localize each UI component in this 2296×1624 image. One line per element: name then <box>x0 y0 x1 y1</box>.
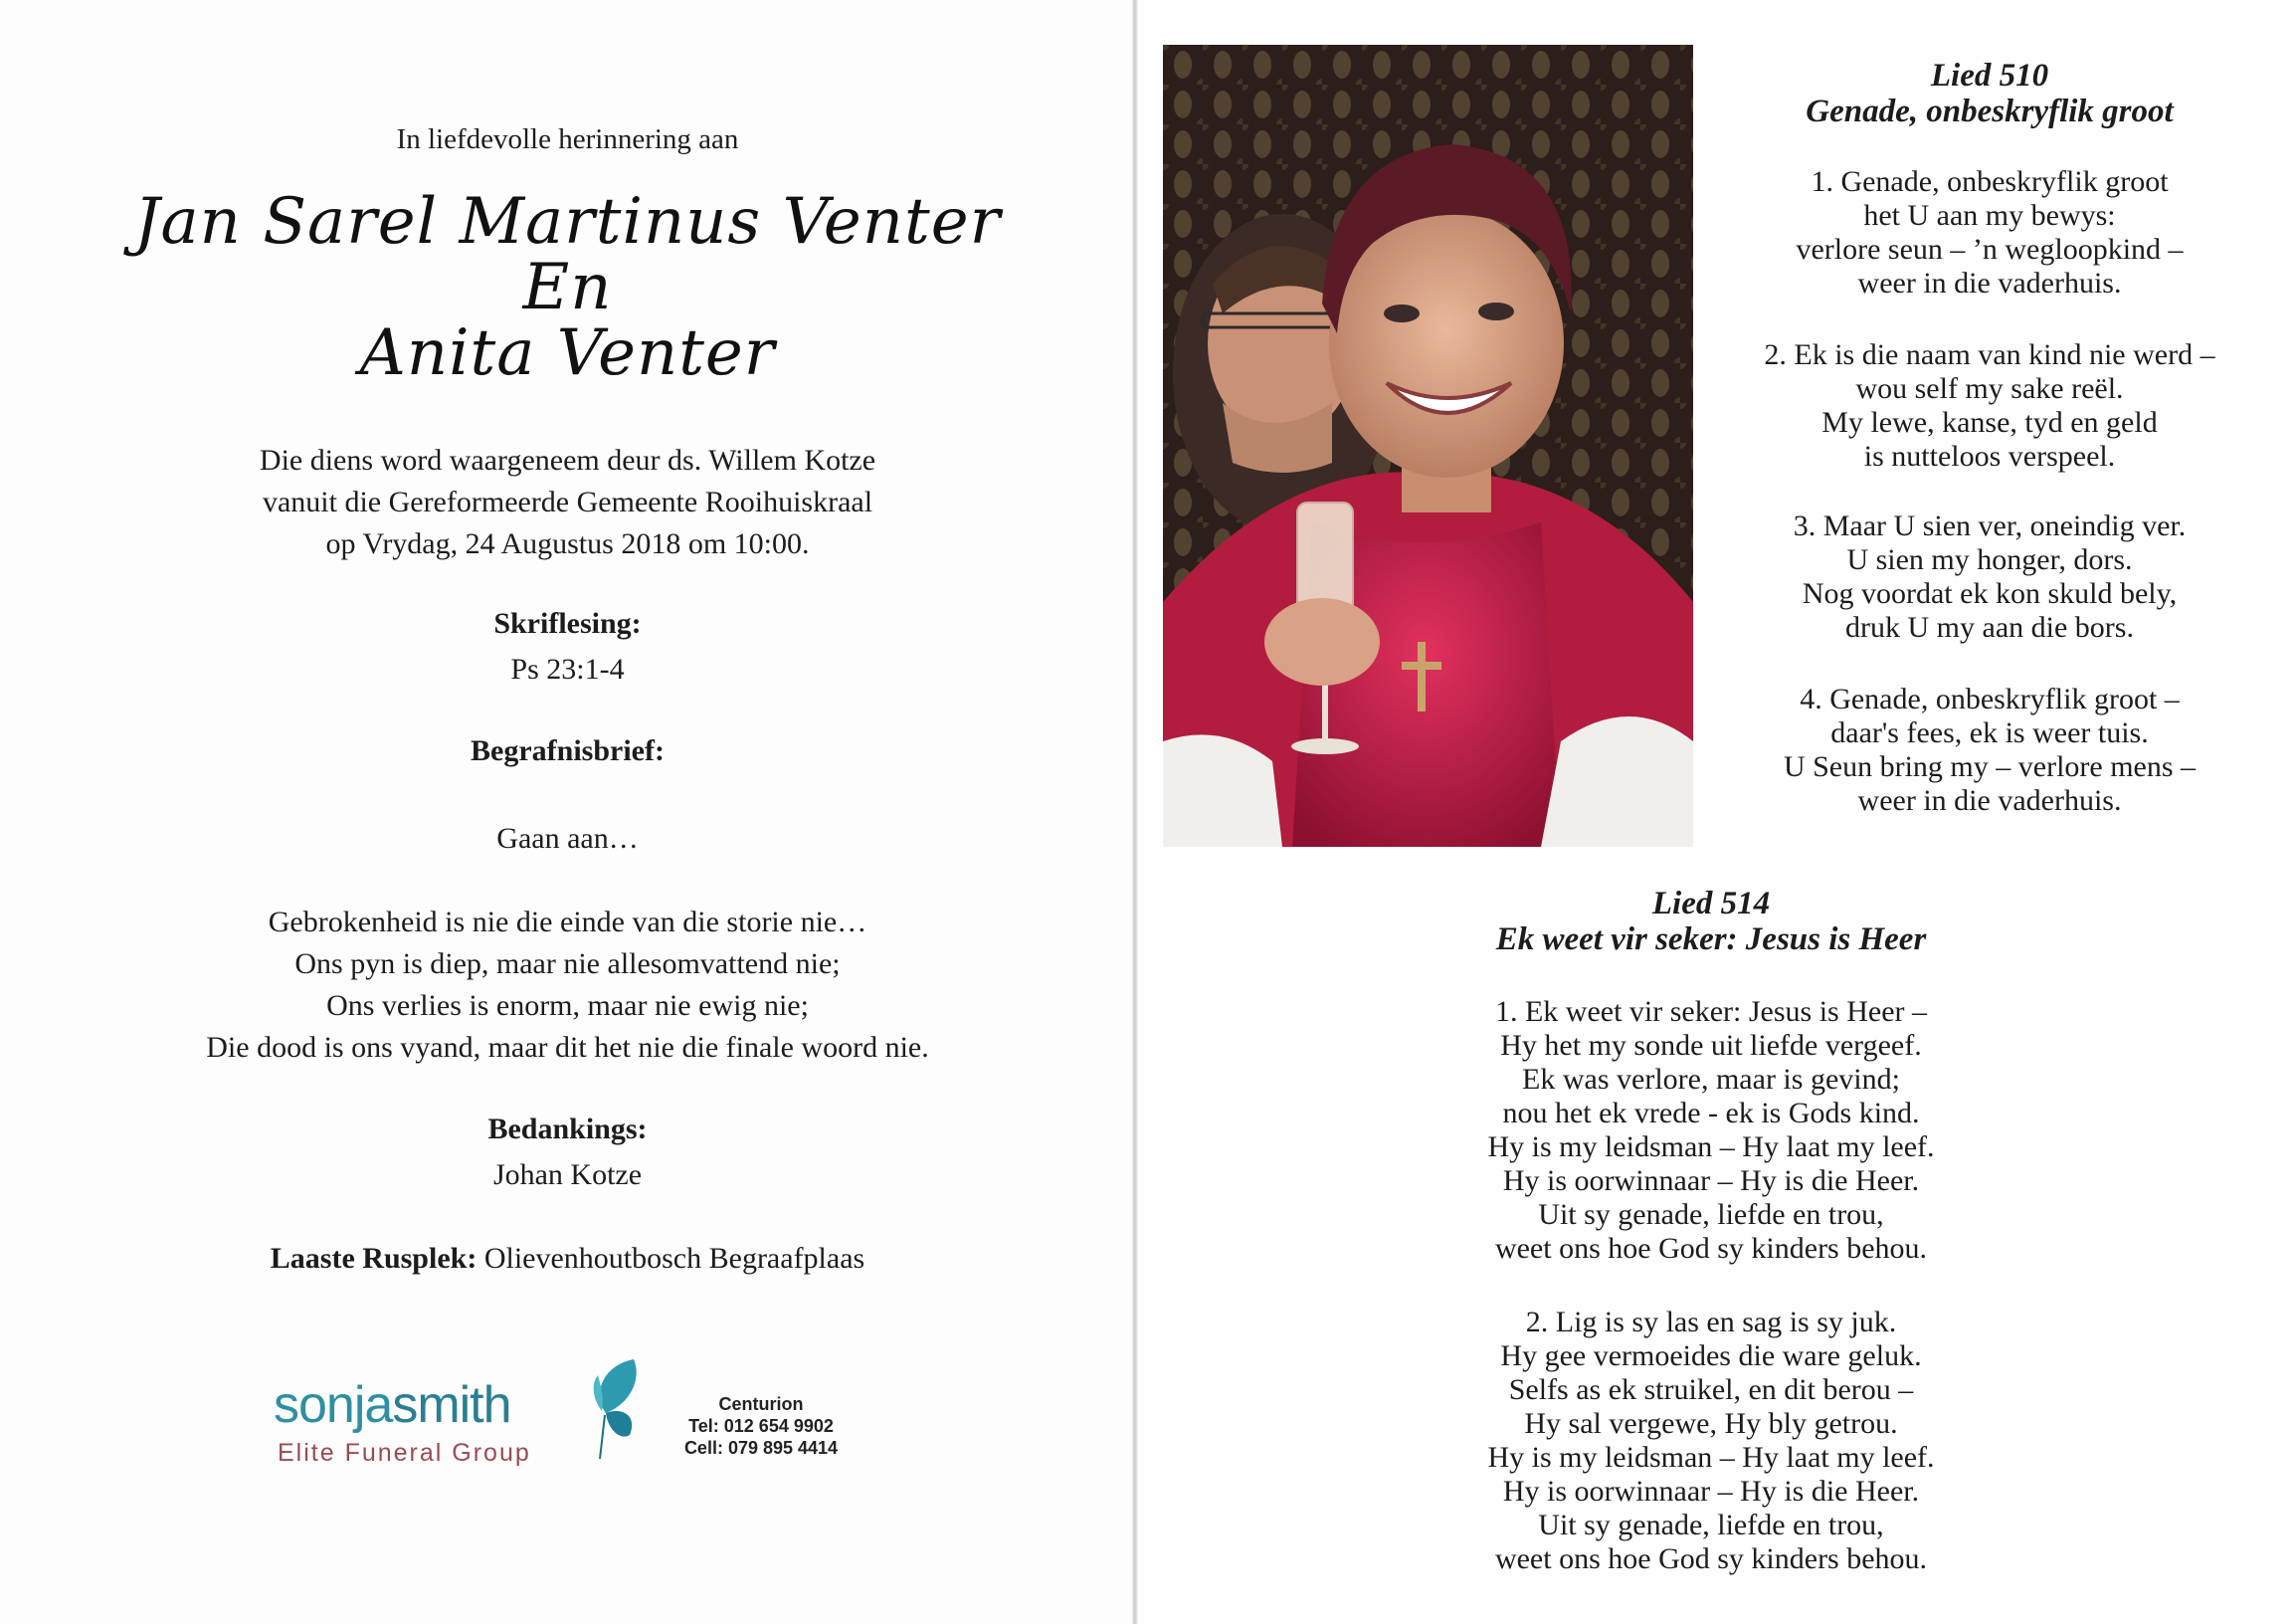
contact-tel: Tel: 012 654 9902 <box>688 1416 834 1436</box>
begrafnisbrief-text: Gaan aan… <box>496 822 639 855</box>
verse-line: Hy gee vermoeides die ware geluk. <box>1500 1339 1922 1372</box>
name-wife: Anita Venter <box>359 316 776 390</box>
resting-place-value: Olievenhoutbosch Begraafplaas <box>483 1242 865 1275</box>
logo-wordmark <box>274 1375 511 1435</box>
logo-word-a: sonja <box>274 1376 393 1434</box>
verse-line: verlore seun – ’n wegloopkind – <box>1796 233 2184 266</box>
hymn1-verse <box>1691 509 2288 645</box>
deceased-names <box>0 185 1135 390</box>
photo-illustration <box>1163 45 1693 847</box>
funeral-logo <box>274 1363 870 1483</box>
skriflesing-text: Ps 23:1-4 <box>510 653 625 686</box>
hymn1-heading <box>1691 58 2288 129</box>
bedankings-text: Johan Kotze <box>492 1158 643 1191</box>
verse-line: Hy is oorwinnaar – Hy is die Heer. <box>1502 1475 1920 1508</box>
hymn1-number: Lied 510 <box>1930 58 2049 94</box>
verse-line: Hy is my leidsman – Hy laat my leef. <box>1487 1441 1935 1474</box>
verse-line: is nutteloos verspeel. <box>1863 440 2116 473</box>
verse-line: weet ons hoe God sy kinders behou. <box>1494 1542 1928 1575</box>
verse-line: U Seun bring my – verlore mens – <box>1783 750 2197 783</box>
verse-line: Uit sy genade, liefde en trou, <box>1538 1198 1884 1231</box>
service-line: vanuit die Gereformeerde Gemeente Rooihuiskraal <box>262 486 873 518</box>
hymn1-verse <box>1691 165 2288 301</box>
service-details <box>0 440 1135 565</box>
verse-line: Hy het my sonde uit liefde vergeef. <box>1500 1029 1922 1062</box>
contact-cell: Cell: 079 895 4414 <box>683 1438 839 1458</box>
verse-line: daar's fees, ek is weer tuis. <box>1830 716 2149 749</box>
poem-line: Die dood is ons vyand, maar dit het nie die finale woord nie. <box>206 1031 929 1064</box>
verse-line: U sien my honger, dors. <box>1846 543 2133 576</box>
verse-line: Ek was verlore, maar is gevind; <box>1522 1063 1900 1096</box>
verse-line: nou het ek vrede - ek is Gods kind. <box>1502 1097 1920 1129</box>
hymn2-verse <box>1313 1306 2109 1576</box>
hymn2-heading <box>1313 886 2109 957</box>
hymn1-verse <box>1691 683 2288 818</box>
poem <box>0 902 1135 1069</box>
contact-info <box>662 1393 861 1459</box>
poem-line: Ons pyn is diep, maar nie allesomvattend nie; <box>294 947 841 980</box>
service-line: Die diens word waargeneem deur ds. Willem Kotze <box>259 444 876 477</box>
butterfly-icon <box>572 1355 652 1461</box>
resting-place <box>0 1238 1135 1280</box>
resting-place-label: Laaste Rusplek: <box>270 1242 478 1275</box>
verse-line: 2. Lig is sy las en sag is sy juk. <box>1525 1306 1897 1338</box>
contact-city: Centurion <box>718 1394 804 1414</box>
verse-line: 3. Maar U sien ver, oneindig ver. <box>1793 509 2187 542</box>
verse-line: Nog voordat ek kon skuld bely, <box>1802 577 2178 610</box>
name-conjunction: En <box>522 251 613 324</box>
verse-line: 1. Genade, onbeskryflik groot <box>1811 165 2169 198</box>
portrait-photo <box>1163 45 1693 847</box>
intro-line: In liefdevolle herinnering aan <box>396 123 739 155</box>
skriflesing-heading: Skriflesing: <box>493 607 642 640</box>
hymn2-verse <box>1313 995 2109 1266</box>
verse-line: Hy sal vergewe, Hy bly getrou. <box>1524 1407 1898 1440</box>
poem-line: Ons verlies is enorm, maar nie ewig nie; <box>326 989 809 1022</box>
verse-line: 4. Genade, onbeskryflik groot – <box>1800 683 2180 715</box>
hymn2-number: Lied 514 <box>1651 886 1771 921</box>
begrafnisbrief-heading: Begrafnisbrief: <box>471 734 665 767</box>
hymn2-title: Ek weet vir seker: Jesus is Heer <box>1495 921 1927 957</box>
verse-line: My lewe, kanse, tyd en geld <box>1821 406 2158 439</box>
service-line: op Vrydag, 24 Augustus 2018 om 10:00. <box>325 527 810 560</box>
verse-line: het U aan my bewys: <box>1863 199 2116 232</box>
verse-line: weer in die vaderhuis. <box>1857 784 2122 817</box>
verse-line: wou self my sake reël. <box>1855 372 2124 405</box>
verse-line: Hy is oorwinnaar – Hy is die Heer. <box>1502 1164 1920 1197</box>
bedankings-heading: Bedankings: <box>487 1113 648 1145</box>
hymn1-verse <box>1691 338 2288 474</box>
verse-line: Selfs as ek struikel, en dit berou – <box>1508 1373 1914 1406</box>
name-husband: Jan Sarel Martinus Venter <box>133 185 1002 259</box>
verse-line: druk U my aan die bors. <box>1845 611 2134 644</box>
verse-line: 1. Ek weet vir seker: Jesus is Heer – <box>1494 995 1928 1028</box>
hymn1-title: Genade, onbeskryflik groot <box>1806 94 2174 129</box>
verse-line: weer in die vaderhuis. <box>1857 267 2122 300</box>
logo-word-b: smith <box>392 1376 511 1434</box>
poem-line: Gebrokenheid is nie die einde van die storie nie… <box>268 906 867 938</box>
verse-line: Uit sy genade, liefde en trou, <box>1538 1509 1884 1541</box>
verse-line: weet ons hoe God sy kinders behou. <box>1494 1232 1928 1265</box>
verse-line: Hy is my leidsman – Hy laat my leef. <box>1487 1130 1935 1163</box>
verse-line: 2. Ek is die naam van kind nie werd – <box>1764 338 2215 371</box>
logo-subtitle: Elite Funeral Group <box>278 1439 531 1467</box>
